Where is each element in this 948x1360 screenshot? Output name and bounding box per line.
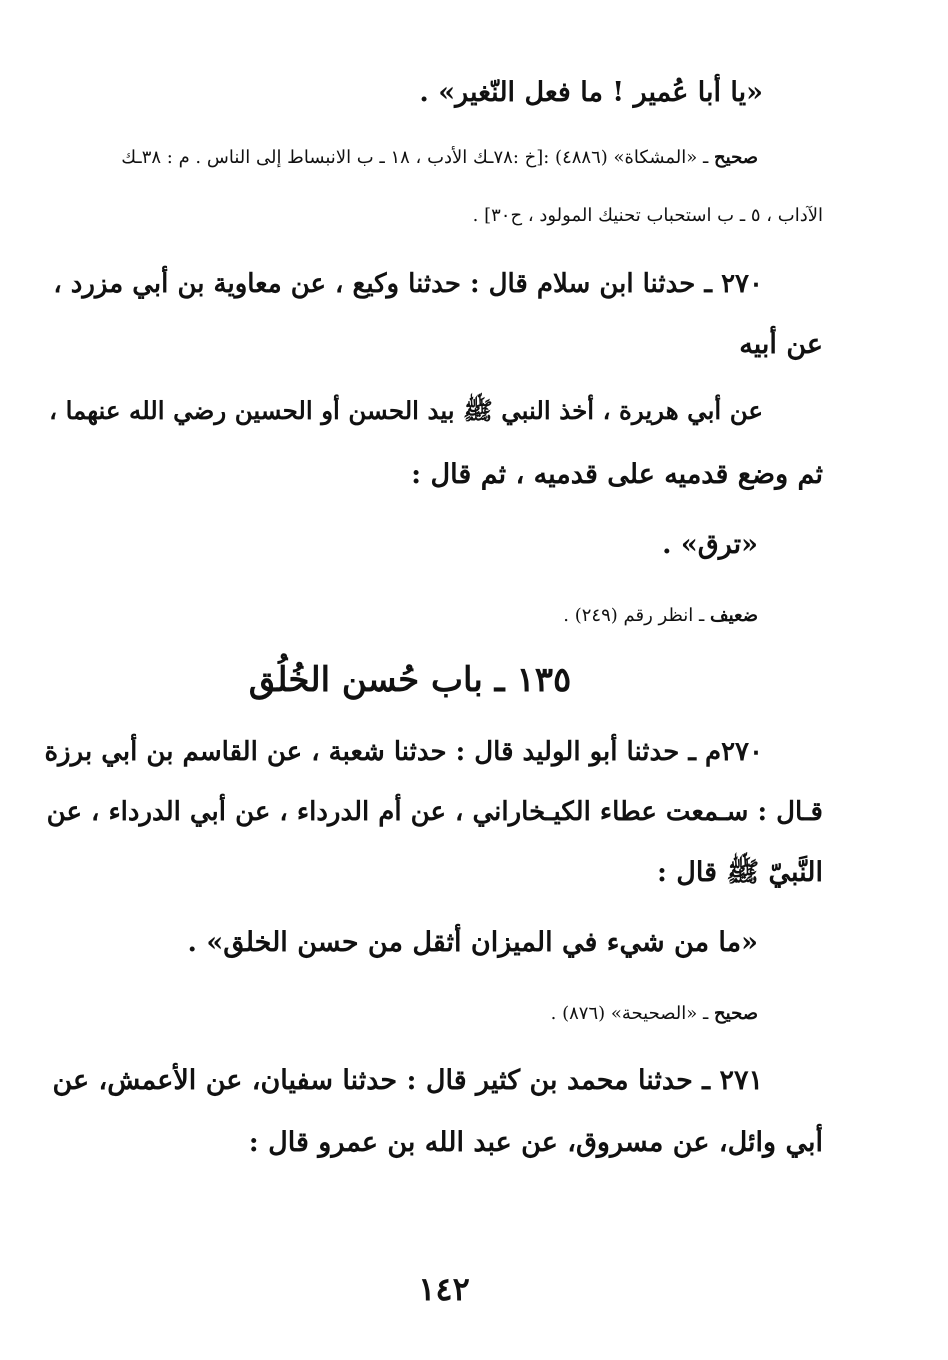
takhrij-note-3 — [563, 606, 758, 626]
page-number: ١٤٢ — [418, 1270, 470, 1308]
takhrij-note-4 — [551, 1004, 758, 1024]
grade-label: صحيح — [714, 147, 758, 168]
hadith-271-line-2: أبي وائل، عن مسروق، عن عبد الله بن عمرو قال : — [248, 1127, 823, 1158]
hadith-271-line-1: ٢٧١ ـ حدثنا محمد بن كثير قال : حدثنا سفيان، عن الأعمش، عن — [52, 1065, 763, 1096]
hadith-270-line-2: عن أبيه — [739, 329, 823, 360]
hadith-270-line-4: ثم وضع قدميه على قدميه ، ثم قال : — [411, 459, 823, 490]
quote-line-2: «ترق» . — [662, 529, 758, 560]
hadith-270m-line-3: النَّبيّ ﷺ قال : — [656, 857, 823, 888]
takhrij-text: ـ «الصحيحة» (٨٧٦) . — [550, 1003, 715, 1024]
grade-label: صحيح — [714, 1003, 758, 1024]
hadith-270m-line-1: ٢٧٠م ـ حدثنا أبو الوليد قال : حدثنا شعبة ، عن القاسم بن أبي برزة — [44, 737, 763, 767]
takhrij-text: ـ «المشكاة» (٤٨٨٦) :[خ :٧٨ـك الأدب ، ١٨ ـ ب الانبساط إلى الناس . م : ٣٨ـك — [121, 147, 715, 168]
chapter-heading: ١٣٥ ـ باب حُسن الخُلُق — [248, 660, 572, 700]
quote-line-3: «ما من شيء في الميزان أثقل من حسن الخلق» . — [187, 927, 758, 958]
hadith-270m-line-2: قـال : سـمعت عطاء الكيـخاراني ، عن أم الدرداء ، عن أبي الدرداء ، عن — [46, 797, 823, 827]
quote-line-1: «يا أبا عُمير ! ما فعل النّغير» . — [419, 77, 763, 108]
takhrij-note-2: الآداب ، ٥ ـ ب استحباب تحنيك المولود ، ح٣٠] . — [472, 205, 823, 226]
hadith-270-line-1: ٢٧٠ ـ حدثنا ابن سلام قال : حدثنا وكيع ، عن معاوية بن أبي مزرد ، — [53, 269, 763, 299]
grade-label: ضعيف — [709, 605, 758, 626]
takhrij-note-1 — [121, 148, 758, 168]
takhrij-text: ـ انظر رقم (٢٤٩) . — [563, 605, 710, 626]
hadith-270-line-3: عن أبي هريرة ، أخذ النبي ﷺ بيد الحسن أو الحسين رضي الله عنهما ، — [49, 396, 763, 425]
